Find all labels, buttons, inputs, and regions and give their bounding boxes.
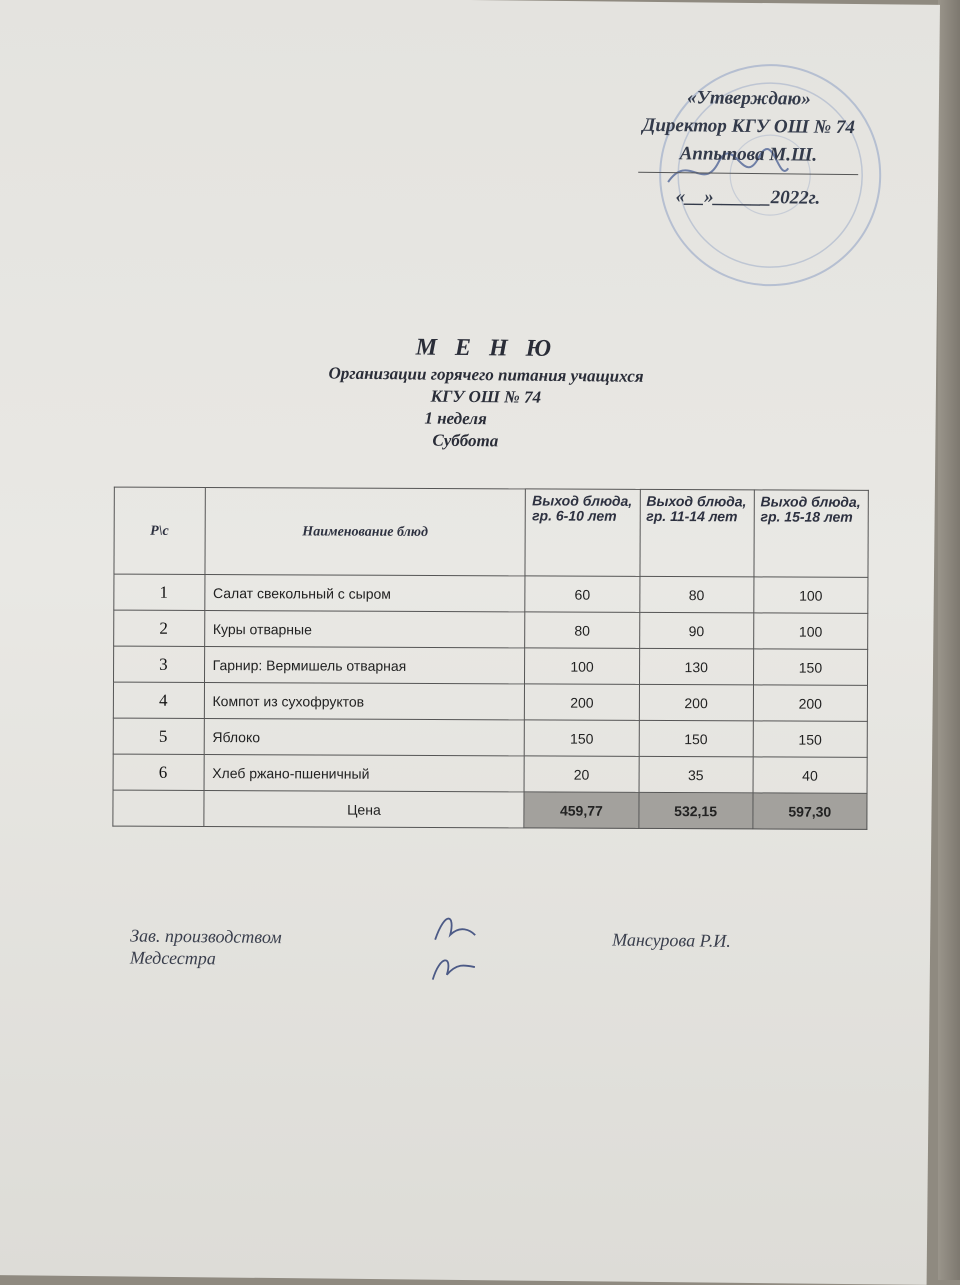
dish-name: Хлеб ржано-пшеничный	[204, 755, 525, 792]
yield-11-14: 200	[639, 684, 753, 720]
row-num: 2	[114, 610, 205, 646]
table-row	[114, 574, 868, 613]
dish-name: Компот из сухофруктов	[204, 683, 525, 720]
approval-block	[598, 83, 899, 213]
yield-15-18: 200	[753, 685, 867, 721]
yield-6-10: 200	[525, 684, 639, 720]
footer-roles	[130, 924, 282, 970]
header-yield-6-10: Выход блюда, гр. 6-10 лет	[525, 489, 640, 576]
row-num: 5	[113, 718, 204, 754]
row-num: 3	[114, 646, 205, 682]
table-row	[113, 754, 867, 793]
price-empty-cell	[113, 790, 204, 826]
menu-title: М Е Н Ю	[415, 334, 558, 362]
background-edge	[938, 0, 960, 1280]
approval-position: Директор КГУ ОШ № 74	[642, 114, 856, 139]
dish-name: Гарнир: Вермишель отварная	[204, 647, 525, 684]
price-label: Цена	[203, 791, 524, 828]
header-name: Наименование блюд	[205, 488, 526, 576]
price-15-18: 597,30	[753, 793, 867, 829]
week-label: 1 неделя	[424, 408, 487, 429]
yield-15-18: 150	[753, 721, 867, 757]
yield-15-18: 100	[753, 613, 867, 649]
yield-15-18: 100	[754, 577, 868, 613]
approval-rule	[638, 172, 858, 175]
menu-table	[112, 487, 868, 830]
production-head-label: Зав. производством	[130, 925, 282, 948]
dish-name: Яблоко	[204, 719, 525, 756]
approval-name: Аппыпова М.Ш.	[679, 143, 818, 166]
day-label: Суббота	[432, 430, 499, 451]
row-num: 6	[113, 754, 204, 790]
header-yield-11-14: Выход блюда, гр. 11-14 лет	[640, 489, 755, 576]
yield-6-10: 20	[524, 756, 638, 792]
row-num: 4	[113, 682, 204, 718]
yield-6-10: 60	[525, 576, 639, 612]
footer-signatures	[425, 905, 486, 986]
price-6-10: 459,77	[524, 792, 638, 828]
price-11-14: 532,15	[638, 792, 752, 828]
nurse-label: Медсестра	[129, 947, 216, 969]
header-num: Р\с	[114, 487, 205, 574]
table-row	[113, 682, 867, 721]
yield-15-18: 150	[753, 649, 867, 685]
menu-heading	[225, 329, 746, 454]
dish-name: Салат свекольный с сыром	[204, 575, 525, 612]
approval-title: «Утверждаю»	[687, 87, 811, 110]
table-header-row	[114, 487, 868, 577]
approval-date: «__»______2022г.	[675, 186, 821, 209]
yield-11-14: 80	[639, 576, 753, 612]
menu-subtitle: Организации горячего питания учащихся	[328, 363, 644, 386]
table-row	[114, 610, 868, 649]
signee-name: Мансурова Р.И.	[612, 929, 731, 951]
yield-11-14: 35	[639, 756, 753, 792]
table-row	[114, 646, 868, 685]
yield-6-10: 80	[525, 612, 639, 648]
yield-6-10: 150	[525, 720, 639, 756]
price-row	[113, 790, 867, 829]
yield-11-14: 90	[639, 612, 753, 648]
header-yield-15-18: Выход блюда, гр. 15-18 лет	[754, 490, 869, 577]
table-row	[113, 718, 867, 757]
school-name: КГУ ОШ № 74	[430, 386, 542, 407]
yield-15-18: 40	[753, 757, 867, 793]
yield-6-10: 100	[525, 648, 639, 684]
yield-11-14: 150	[639, 720, 753, 756]
dish-name: Куры отварные	[204, 611, 525, 648]
row-num: 1	[114, 574, 205, 610]
yield-11-14: 130	[639, 648, 753, 684]
